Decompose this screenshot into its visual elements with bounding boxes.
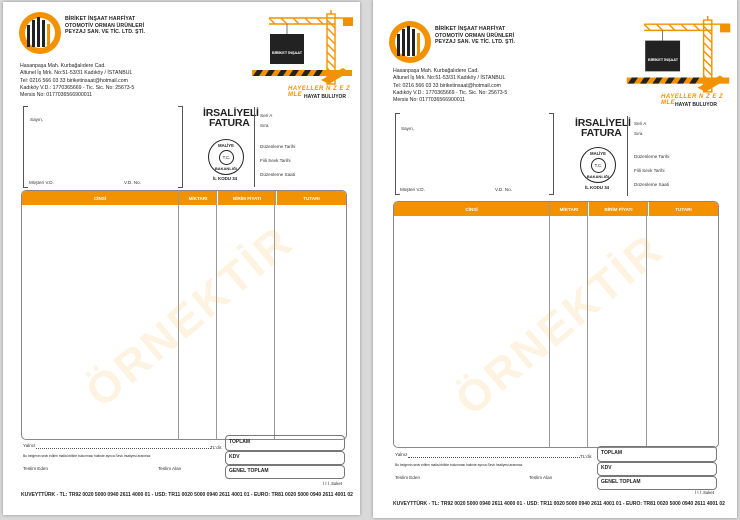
- musteri-vd-label: Müşteri V.D.: [29, 180, 54, 185]
- title-line-1: İRSALİYELİ: [575, 117, 631, 129]
- seal-center-text: T.C.: [219, 150, 234, 165]
- address-line: Altunel İş Mrk. No:51-53/31 Kadıköy / İSTANBUL: [393, 75, 506, 82]
- ministry-seal-icon: [580, 147, 616, 183]
- vd-no-label: V.D. No.: [124, 180, 141, 185]
- sira-label: Sıra: [634, 131, 643, 136]
- address-line: Altunel İş Mrk. No:51-53/31 Kadıköy / İSTANBUL: [20, 70, 133, 77]
- printer-mark: İ İ İ .Suket: [695, 490, 714, 495]
- col-header-cinsi: CİNSİ: [394, 202, 550, 216]
- bank-iban-tl: - TL: TR92 0020 5000 0940 2611 4000 01: [56, 492, 151, 498]
- duzenleme-saati-label: Düzenleme Saati: [260, 172, 295, 177]
- il-kodu-label: İL KODU 34: [213, 176, 238, 181]
- musteri-vd-label: Müşteri V.D.: [400, 187, 425, 192]
- company-address: [20, 63, 134, 99]
- footer-note: Bu belgenin sevk edilen malla birlikte bulunması halinde ayrıca Sevk İrsaliyesi aranmaz: [395, 463, 523, 467]
- title-line-2: FATURA: [209, 117, 250, 129]
- address-line: Kadıköy V.D.: 1770365669 - Tic. Sic. No: 25673-5: [20, 84, 135, 91]
- address-line: Kadıköy V.D.: 1770365669 - Tic. Sic. No: 25673-5: [393, 89, 508, 96]
- company-name-line: PEYZAJ SAN. VE TİC. LTD. ŞTİ.: [65, 29, 146, 36]
- bank-info: [393, 501, 725, 507]
- address-line: Hasanpaşa Mah. Kurbağalıdere Cad.: [20, 63, 106, 69]
- table-header: [394, 202, 718, 216]
- bank-iban-usd: - USD: TR11 0020 5000 0940 2611 4001 01: [151, 492, 250, 498]
- col-header-birim-fiyati: BİRİM FİYATI: [218, 191, 277, 205]
- il-kodu-label: İL KODU 34: [585, 185, 610, 190]
- address-line: Hasanpaşa Mah. Kurbağalıdere Cad.: [393, 68, 479, 74]
- seal-bottom-text: BAKANLIĞI: [586, 174, 610, 179]
- invoice-sheet-right: [373, 0, 737, 518]
- title-line-1: İRSALİYELİ: [203, 107, 259, 119]
- brand-slogan: HAYELLER N Z E Z MLE: [288, 86, 351, 98]
- brand-slogan: HAYELLER N Z E Z MLE: [661, 94, 724, 106]
- sayin-label: Sayın,: [401, 126, 415, 131]
- tl-label: TL'dir.: [210, 445, 223, 450]
- bank-iban-usd: - USD: TR11 0020 5000 0940 2611 4001 01: [523, 501, 622, 507]
- col-header-cinsi: CİNSİ: [22, 191, 179, 205]
- brand-sign-text: BİRİKET İNŞAAT: [271, 51, 303, 55]
- yalniz-line: [36, 448, 211, 449]
- company-logo-icon: [18, 11, 62, 55]
- col-header-tutari: TUTARI: [675, 206, 692, 212]
- toplam-label: TOPLAM: [601, 450, 623, 456]
- fiili-sevk-label: Fiili Sevk Tarihi: [260, 158, 291, 163]
- yalniz-label: Yalnız: [395, 452, 408, 457]
- info-divider: [627, 116, 629, 196]
- company-name-line: BİRİKET İNŞAAT HARFİYAT: [435, 26, 506, 32]
- company-name-line: PEYZAJ SAN. VE TİC. LTD. ŞTİ.: [435, 39, 516, 46]
- brand-subslogan: HAYAT BULUYOR: [304, 94, 347, 100]
- invoice-sheet-left: [3, 2, 360, 515]
- title-line-2: FATURA: [581, 127, 622, 139]
- duzenleme-tarihi-label: Düzenleme Tarihi: [634, 154, 670, 159]
- company-address: [393, 68, 507, 104]
- company-name-line: BİRİKET İNŞAAT HARFİYAT: [65, 16, 136, 22]
- bank-iban-tl: - TL: TR92 0020 5000 0940 2611 4000 01: [428, 501, 523, 507]
- teslim-alan-label: Teslim Alan: [529, 475, 553, 480]
- printer-mark: İ İ İ .Suket: [323, 481, 342, 486]
- yalniz-label: Yalnız: [23, 443, 36, 448]
- address-line: Mersis No: 0177036566900011: [20, 92, 93, 99]
- toplam-label: TOPLAM: [229, 439, 251, 445]
- company-name-line: OTOMOTİV ORMAN ÜRÜNLERİ: [435, 32, 515, 39]
- sira-label: Sıra: [260, 123, 269, 128]
- address-line: Mersis No: 0177036566900011: [393, 97, 466, 104]
- col-header-tutari: TUTARI: [303, 195, 320, 201]
- fiili-sevk-label: Fiili Sevk Tarihi: [634, 168, 665, 173]
- sayin-label: Sayın,: [30, 117, 44, 122]
- seri-label: Seri A: [634, 121, 647, 126]
- bank-iban-euro: - EURO: TR81 0020 5000 0940 2611 4001 02: [622, 501, 725, 507]
- document-title: [203, 108, 259, 128]
- vd-no-label: V.D. No.: [495, 187, 512, 192]
- address-line: Tel: 0216 566 03 33 biriketinsaat@hotmail.com: [20, 77, 128, 84]
- kdv-label: KDV: [601, 465, 612, 471]
- company-name: [435, 26, 515, 46]
- seal-bottom-text: BAKANLIĞI: [214, 166, 238, 171]
- document-title: [575, 118, 631, 138]
- seal-top-text: MALİYE: [218, 143, 234, 148]
- footer-note: Bu belgenin sevk edilen malla birlikte bulunması halinde ayrıca Sevk İrsaliyesi aranmaz: [23, 454, 151, 458]
- teslim-eden-label: Teslim Eden: [395, 475, 421, 480]
- yalniz-line: [408, 457, 580, 458]
- watermark-text: ÖRNEKTİR: [76, 216, 303, 417]
- duzenleme-saati-label: Düzenleme Saati: [634, 182, 669, 187]
- col-header-birim-fiyati: BİRİM FİYATI: [589, 202, 649, 216]
- ministry-seal-icon: [208, 139, 244, 175]
- teslim-eden-label: Teslim Eden: [23, 466, 49, 471]
- bank-name: KUVEYTTÜRK: [21, 492, 56, 498]
- brand-subslogan: HAYAT BULUYOR: [675, 102, 718, 108]
- genel-toplam-label: GENEL TOPLAM: [229, 468, 269, 474]
- customer-box-right-bracket: [549, 113, 554, 195]
- company-name: [65, 16, 145, 36]
- kdv-label: KDV: [229, 454, 240, 460]
- col-header-miktari: MİKTARI: [550, 202, 589, 216]
- bank-name: KUVEYTTÜRK: [393, 501, 428, 507]
- genel-toplam-label: GENEL TOPLAM: [601, 479, 641, 485]
- watermark-text: ÖRNEKTİR: [446, 224, 673, 425]
- seri-label: Seri A: [260, 113, 273, 118]
- kdv-box: [225, 451, 345, 465]
- bank-iban-euro: - EURO: TR81 0020 5000 0940 2611 4001 02: [250, 492, 353, 498]
- customer-box-left-bracket: [395, 113, 400, 195]
- brand-sign-text: BİRİKET İNŞAAT: [647, 58, 679, 62]
- table-header: [22, 191, 346, 205]
- teslim-alan-label: Teslim Alan: [158, 466, 182, 471]
- address-line: Tel: 0216 566 03 33 biriketinsaat@hotmail.com: [393, 82, 501, 89]
- tl-label: TL'dir.: [580, 454, 593, 459]
- kdv-box: [597, 462, 717, 476]
- info-divider: [254, 107, 256, 187]
- duzenleme-tarihi-label: Düzenleme Tarihi: [260, 144, 296, 149]
- customer-box-left-bracket: [23, 106, 28, 188]
- seal-center-text: T.C.: [591, 158, 606, 173]
- col-header-miktari: MİKTARI: [179, 191, 218, 205]
- company-logo-icon: [388, 20, 432, 64]
- customer-box-right-bracket: [178, 106, 183, 188]
- seal-top-text: MALİYE: [590, 151, 606, 156]
- company-name-line: OTOMOTİV ORMAN ÜRÜNLERİ: [65, 22, 145, 29]
- bank-info: [21, 492, 353, 498]
